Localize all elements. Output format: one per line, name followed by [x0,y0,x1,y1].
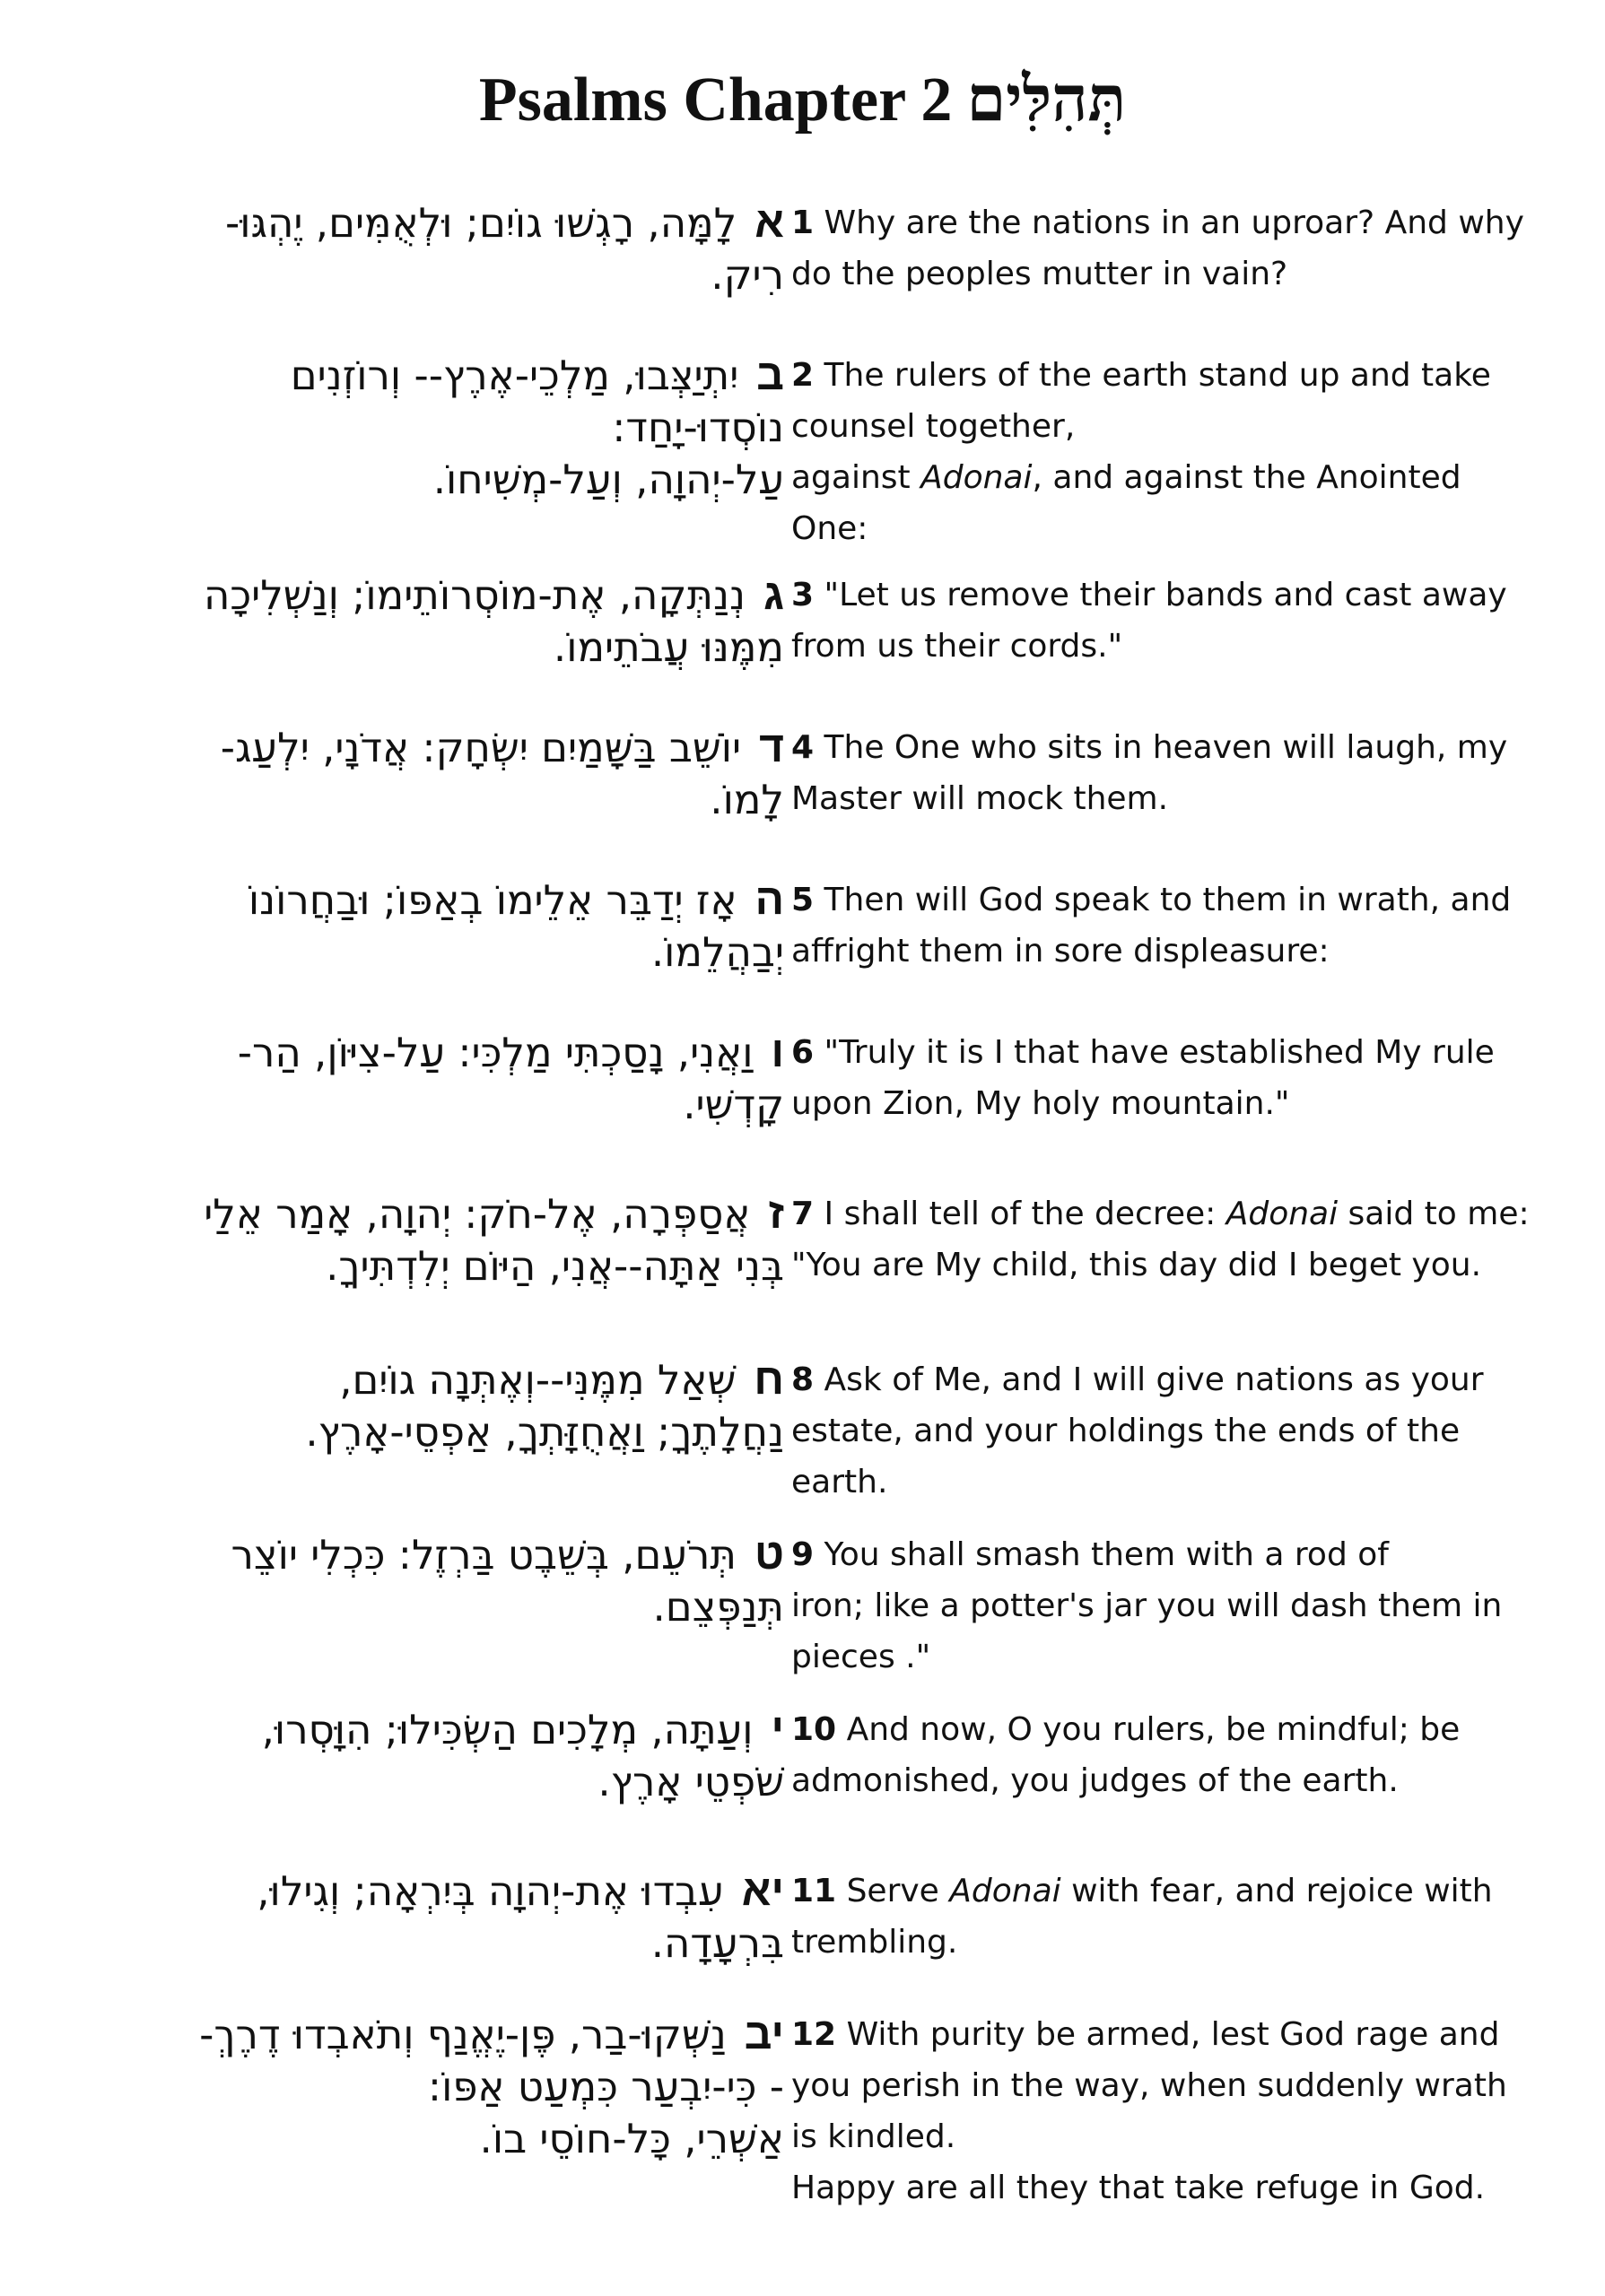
english-line [791,401,1581,452]
hebrew-text [57,874,784,978]
english-translation [791,570,1581,672]
hebrew-line-text: וַאֲנִי, נָסַכְתִּי מַלְכִּי: עַל-צִיּוֹן, הַר- [237,1029,754,1076]
hebrew-text [57,1027,784,1131]
english-translation [791,722,1581,824]
hebrew-line-text: נַשְּׁקוּ-בַר, פֶּן-יֶאֱנַף וְתֹאבְדוּ דֶרֶךְ- [199,2011,727,2058]
english-text: with fear, and rejoice with [1060,1873,1493,1909]
english-translation [791,350,1581,554]
hebrew-line [57,874,784,926]
english-verse-number: 1 [791,204,815,241]
english-text: do the peoples mutter in vain? [791,256,1288,292]
english-translation [791,1354,1581,1508]
english-line [791,2111,1581,2162]
title-english: Psalms Chapter 2 [478,65,953,135]
english-text: Ask of Me, and I will give nations as your [824,1361,1484,1398]
hebrew-verse-number: ח [754,1356,784,1404]
english-line [791,503,1581,554]
english-text: against [791,459,921,496]
english-line [791,1078,1581,1129]
english-verse-number: 5 [791,882,815,918]
hebrew-line [57,2009,784,2061]
english-text: upon Zion, My holy mountain." [791,1085,1290,1122]
hebrew-text [57,1704,784,1808]
english-text: affright them in sore displeasure: [791,933,1330,970]
hebrew-line-text: נְנַתְּקָה, אֶת-מוֹסְרוֹתֵימוֹ; וְנַשְׁלִיכָה [203,571,746,619]
page-title [0,56,1605,145]
title-hebrew: תְּהִלִּים [966,65,1127,135]
hebrew-verse-number: י [771,1706,784,1753]
english-line [791,1917,1581,1968]
english-text: Master will mock them. [791,780,1169,817]
hebrew-line-text: - כִּי-יִבְעַר כִּמְעַט אַפּוֹ: [427,2063,784,2110]
english-text: counsel together, [791,408,1076,445]
english-line [791,2060,1581,2111]
hebrew-line-text: אֲסַפְּרָה, אֶל-חֹק: יְהוָה, אָמַר אֵלַי [204,1190,751,1238]
hebrew-verse-number: ו [771,1029,784,1076]
english-translation [791,2009,1581,2213]
divine-name: Adonai [920,459,1033,496]
english-translation [791,1704,1581,1806]
hebrew-line [57,197,784,249]
english-text: said to me: [1338,1196,1530,1232]
hebrew-line [57,454,784,506]
english-line [791,1027,1581,1078]
english-line [791,874,1581,926]
hebrew-line [57,622,784,674]
english-line [791,1866,1581,1917]
english-line [791,570,1581,621]
hebrew-line [57,1581,784,1633]
hebrew-verse-number: ז [768,1190,784,1238]
hebrew-line [57,722,784,774]
english-translation [791,874,1581,977]
hebrew-line [57,249,784,301]
hebrew-line-text: עִבְדוּ אֶת-יְהוָה בְּיִרְאָה; וְגִילוּ, [257,1867,724,1915]
hebrew-verse-number: ט [754,1531,784,1578]
hebrew-line [57,1079,784,1131]
english-line [791,2162,1581,2213]
hebrew-line-text: רִיק. [711,251,784,299]
hebrew-line [57,1918,784,1970]
hebrew-text [57,350,784,506]
english-text: , and against the Anointed [1032,459,1461,496]
english-verse-number: 10 [791,1711,837,1748]
english-line [791,926,1581,977]
english-line [791,1755,1581,1806]
english-text: "Let us remove their bands and cast away [824,577,1507,613]
hebrew-line-text: נַחֲלָתֶךָ; וַאֲחֻזָּתְךָ, אַפְסֵי-אָרֶץ. [305,1408,784,1456]
hebrew-line [57,1406,784,1458]
hebrew-line-text: יְבַהֲלֵמוֹ. [650,928,784,976]
english-line [791,197,1581,248]
hebrew-text [57,570,784,674]
english-text: You shall smash them with a rod of [824,1536,1389,1573]
hebrew-verse-number: ב [756,352,784,399]
english-text: admonished, you judges of the earth. [791,1762,1399,1799]
english-line [791,1580,1581,1631]
hebrew-line-text: יוֹשֵׁב בַּשָּׁמַיִם יִשְׂחָק: אֲדֹנָי, יִלְעַג- [220,724,742,771]
hebrew-line-text: וְעַתָּה, מְלָכִים הַשְׂכִּילוּ; הִוָּסְרוּ, [261,1706,754,1753]
english-translation [791,1027,1581,1129]
hebrew-line [57,1354,784,1406]
hebrew-line [57,402,784,454]
hebrew-text [57,1529,784,1633]
english-text: estate, and your holdings the ends of the [791,1413,1461,1449]
english-translation [791,197,1581,300]
english-line [791,1354,1581,1405]
hebrew-line [57,1188,784,1240]
english-text: I shall tell of the decree: [824,1196,1226,1232]
english-text: "You are My child, this day did I beget you. [791,1247,1482,1283]
hebrew-line [57,1529,784,1581]
hebrew-line [57,774,784,826]
hebrew-text [57,1866,784,1970]
english-text: Then will God speak to them in wrath, and [824,882,1512,918]
hebrew-verse-number: ד [759,724,784,771]
hebrew-line [57,1240,784,1292]
hebrew-line [57,2061,784,2113]
english-line [791,452,1581,503]
english-text: And now, O you rulers, be mindful; be [846,1711,1461,1748]
english-verse-number: 9 [791,1536,815,1573]
english-line [791,1188,1581,1239]
hebrew-line-text: מִמֶּנּוּ עֲבֹתֵימוֹ. [553,623,784,671]
english-verse-number: 12 [791,2016,837,2053]
hebrew-line [57,570,784,622]
english-line [791,1405,1581,1457]
english-verse-number: 8 [791,1361,815,1398]
english-text: One: [791,510,868,547]
english-line [791,722,1581,773]
hebrew-text [57,1188,784,1292]
english-line [791,350,1581,401]
hebrew-text [57,2009,784,2165]
english-text: iron; like a potter's jar you will dash them in [791,1587,1503,1624]
hebrew-text [57,722,784,826]
english-translation [791,1188,1581,1291]
english-text: you perish in the way, when suddenly wrath [791,2067,1507,2104]
hebrew-verse-number: יב [744,2011,784,2058]
hebrew-line-text: אַשְׁרֵי, כָּל-חוֹסֵי בוֹ. [479,2115,784,2162]
hebrew-line-text: לָמָּה, רָגְשׁוּ גוֹיִם; וּלְאֻמִּים, יֶהְגּוּ- [224,199,737,247]
english-line [791,773,1581,824]
hebrew-line-text: עַל-יְהוָה, וְעַל-מְשִׁיחוֹ. [432,456,784,503]
english-line [791,1457,1581,1508]
english-text: pieces ." [791,1639,931,1675]
hebrew-text [57,1354,784,1458]
english-line [791,621,1581,672]
english-text: The One who sits in heaven will laugh, my [824,729,1508,766]
english-text: earth. [791,1464,888,1500]
english-text: Why are the nations in an uproar? And why [824,204,1524,241]
english-verse-number: 4 [791,729,815,766]
hebrew-text [57,197,784,301]
hebrew-line-text: שֹׁפְטֵי אָרֶץ. [598,1758,784,1805]
english-line [791,1239,1581,1291]
english-verse-number: 11 [791,1873,837,1909]
divine-name: Adonai [1226,1196,1339,1232]
hebrew-line-text: יִתְיַצְּבוּ, מַלְכֵי-אֶרֶץ-- וְרוֹזְנִים [290,352,739,399]
hebrew-line-text: קָדְשִׁי. [683,1081,784,1128]
hebrew-line-text: לָמוֹ. [710,776,784,823]
hebrew-line-text: נוֹסְדוּ-יָחַד: [612,404,784,451]
english-text: "Truly it is I that have established My rule [824,1034,1495,1071]
english-line [791,248,1581,300]
hebrew-line-text: בְּנִי אַתָּה--אֲנִי, הַיּוֹם יְלִדְתִּיךָ. [326,1242,784,1290]
hebrew-line [57,1756,784,1808]
english-verse-number: 6 [791,1034,815,1071]
hebrew-line [57,350,784,402]
hebrew-verse-number: ה [755,876,784,924]
english-text: The rulers of the earth stand up and take [824,357,1491,394]
hebrew-line-text: שְׁאַל מִמֶּנִּי--וְאֶתְּנָה גוֹיִם, [339,1356,737,1404]
english-line [791,1704,1581,1755]
hebrew-line [57,2113,784,2165]
english-verse-number: 3 [791,577,815,613]
english-line [791,1631,1581,1683]
english-text: Serve [846,1873,950,1909]
hebrew-line-text: בִּרְעָדָה. [650,1919,784,1967]
hebrew-line [57,926,784,978]
divine-name: Adonai [949,1873,1061,1909]
hebrew-verse-number: ג [763,571,784,619]
english-line [791,1529,1581,1580]
hebrew-verse-number: א [755,199,784,247]
english-verse-number: 2 [791,357,815,394]
hebrew-line-text: תְּרֹעֵם, בְּשֵׁבֶט בַּרְזֶל: כִּכְלִי יוֹצֵר [231,1531,737,1578]
hebrew-line [57,1027,784,1079]
english-translation [791,1529,1581,1683]
english-text: trembling. [791,1924,958,1961]
english-line [791,2009,1581,2060]
hebrew-line-text: אָז יְדַבֵּר אֵלֵימוֹ בְאַפּוֹ; וּבַחֲרוֹנוֹ [248,876,737,924]
english-text: is kindled. [791,2118,956,2155]
english-text: from us their cords." [791,628,1123,665]
english-verse-number: 7 [791,1196,815,1232]
english-translation [791,1866,1581,1968]
english-text: Happy are all they that take refuge in God. [791,2170,1486,2206]
english-text: With purity be armed, lest God rage and [846,2016,1500,2053]
hebrew-verse-number: יא [741,1867,784,1915]
hebrew-line-text: תְּנַפְּצֵם. [652,1583,784,1631]
hebrew-line [57,1866,784,1918]
hebrew-line [57,1704,784,1756]
